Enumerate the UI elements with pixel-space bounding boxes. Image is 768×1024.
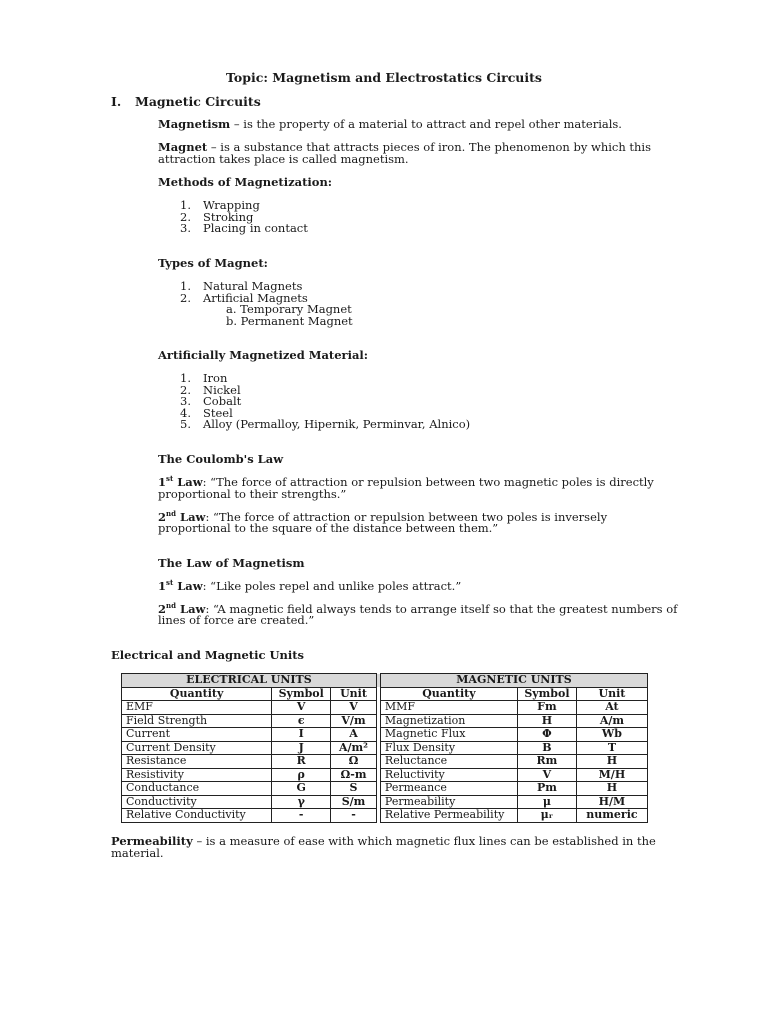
table-cell: A [331, 728, 377, 742]
table-cell: Permeability [380, 795, 517, 809]
table-cell: Reluctance [380, 755, 517, 769]
list-item: 4. [180, 406, 191, 420]
table-cell: Conductance [122, 782, 272, 796]
magnet-text-line2: attraction takes place is called magnetism. [158, 152, 409, 166]
table-row [122, 782, 648, 796]
table-cell: Conductivity [122, 795, 272, 809]
table-cell: Φ [517, 728, 576, 742]
table-row [122, 768, 648, 782]
list-item-text: Natural Magnets [203, 279, 303, 293]
list-item: 1. [180, 198, 191, 212]
table-cell: G [272, 782, 331, 796]
types-heading: Types of Magnet: [158, 256, 268, 270]
units-table [121, 673, 648, 823]
table-cell: μ [517, 795, 576, 809]
table-cell: Field Strength [122, 714, 272, 728]
magnetism-law-2: 2nd Law: “A magnetic field always tends to arrange itself so that the greatest numbers of [158, 601, 678, 616]
list-item-text: Stroking [203, 210, 254, 224]
table-cell: EMF [122, 701, 272, 715]
sub-list-item: b. Permanent Magnet [226, 314, 353, 328]
methods-heading: Methods of Magnetization: [158, 175, 333, 189]
table-cell: S [331, 782, 377, 796]
col-symbol: Symbol [272, 687, 331, 701]
table-cell: Relative Conductivity [122, 809, 272, 823]
permeability-definition [111, 835, 656, 848]
table-row [122, 714, 648, 728]
list-item: 3. [180, 394, 191, 408]
list-item-text: Iron [203, 371, 228, 385]
col-quantity: Quantity [122, 687, 272, 701]
table-cell: Flux Density [380, 741, 517, 755]
list-item: 2. [180, 291, 191, 305]
table-row [122, 795, 648, 809]
coulomb-law-2-line2: proportional to the square of the distance between them.” [158, 521, 499, 535]
list-item-text: Steel [203, 406, 233, 420]
table-cell: Pm [517, 782, 576, 796]
table-cell: M/H [576, 768, 647, 782]
coulomb-law-1-line2: proportional to their strengths.” [158, 487, 347, 501]
magnetism-law-2-line2: lines of force are created.” [158, 613, 315, 627]
table-cell: T [576, 741, 647, 755]
col-unit: Unit [331, 687, 377, 701]
table-cell: V [272, 701, 331, 715]
list-item: 2. [180, 210, 191, 224]
table-cell: Wb [576, 728, 647, 742]
magnet-term: Magnet [158, 140, 208, 154]
table-cell: numeric [576, 809, 647, 823]
coulomb-heading: The Coulomb's Law [158, 452, 284, 466]
table-cell: ϵ [272, 714, 331, 728]
table-cell: H [576, 755, 647, 769]
table-cell: Ω-m [331, 768, 377, 782]
table-cell: Relative Permeability [380, 809, 517, 823]
table-cell: μᵣ [517, 809, 576, 823]
magnetism-law-heading: The Law of Magnetism [158, 556, 305, 570]
table-cell: Fm [517, 701, 576, 715]
electrical-units-header: ELECTRICAL UNITS [122, 674, 377, 688]
table-cell: Magnetic Flux [380, 728, 517, 742]
permeability-text-line1: – is a measure of ease with which magnetic flux lines can be established in the [192, 834, 656, 848]
section-number: I. [111, 94, 122, 109]
table-cell: Current [122, 728, 272, 742]
table-cell: H [517, 714, 576, 728]
table-row [122, 701, 648, 715]
list-item-text: Placing in contact [203, 221, 308, 235]
table-cell: ρ [272, 768, 331, 782]
list-item: 2. [180, 383, 191, 397]
table-cell: Rm [517, 755, 576, 769]
sub-list-item: a. Temporary Magnet [226, 302, 352, 316]
table-cell: Reluctivity [380, 768, 517, 782]
list-item: 1. [180, 371, 191, 385]
table-cell: V/m [331, 714, 377, 728]
table-cell: Current Density [122, 741, 272, 755]
table-cell: I [272, 728, 331, 742]
coulomb-law-2: 2nd Law: “The force of attraction or repulsion between two poles is inversely [158, 509, 608, 524]
list-item-text: Nickel [203, 383, 241, 397]
magnetism-text: – is the property of a material to attract and repel other materials. [230, 117, 622, 131]
list-item-text: Alloy (Permalloy, Hipernik, Perminvar, Alnico) [203, 417, 471, 431]
list-item-text: Artificial Magnets [203, 291, 308, 305]
table-cell: V [517, 768, 576, 782]
table-cell: H/M [576, 795, 647, 809]
table-row [122, 809, 648, 823]
units-heading: Electrical and Magnetic Units [111, 648, 305, 662]
table-cell: At [576, 701, 647, 715]
table-cell: R [272, 755, 331, 769]
permeability-term: Permeability [111, 834, 193, 848]
page-title: Topic: Magnetism and Electrostatics Circuits [226, 70, 542, 85]
table-cell: Ω [331, 755, 377, 769]
magnetism-term: Magnetism [158, 117, 231, 131]
table-cell: A/m [576, 714, 647, 728]
table-cell: B [517, 741, 576, 755]
table-row [122, 728, 648, 742]
col-quantity: Quantity [380, 687, 517, 701]
table-cell: - [331, 809, 377, 823]
table-cell: J [272, 741, 331, 755]
table-cell: Magnetization [380, 714, 517, 728]
col-symbol: Symbol [517, 687, 576, 701]
magnet-text-line1: – is a substance that attracts pieces of iron. The phenomenon by which this [207, 140, 652, 154]
list-item-text: Cobalt [203, 394, 242, 408]
table-cell: Permeance [380, 782, 517, 796]
table-cell: S/m [331, 795, 377, 809]
magnetism-definition [158, 118, 622, 131]
list-item: 3. [180, 221, 191, 235]
list-item: 5. [180, 417, 191, 431]
table-row [122, 755, 648, 769]
magnetic-units-header: MAGNETIC UNITS [380, 674, 647, 688]
table-cell: Resistance [122, 755, 272, 769]
permeability-text-line2: material. [111, 846, 164, 860]
artificial-heading: Artificially Magnetized Material: [158, 348, 369, 362]
coulomb-law-1: 1st Law: “The force of attraction or repulsion between two magnetic poles is directly [158, 474, 654, 489]
table-cell: V [331, 701, 377, 715]
list-item-text: Wrapping [203, 198, 260, 212]
table-cell: - [272, 809, 331, 823]
col-unit: Unit [576, 687, 647, 701]
magnetism-law-1: 1st Law: “Like poles repel and unlike poles attract.” [158, 578, 462, 593]
table-cell: γ [272, 795, 331, 809]
table-row [122, 741, 648, 755]
table-cell: Resistivity [122, 768, 272, 782]
table-cell: H [576, 782, 647, 796]
section-heading: Magnetic Circuits [135, 94, 261, 109]
table-cell: MMF [380, 701, 517, 715]
table-cell: A/m² [331, 741, 377, 755]
list-item: 1. [180, 279, 191, 293]
